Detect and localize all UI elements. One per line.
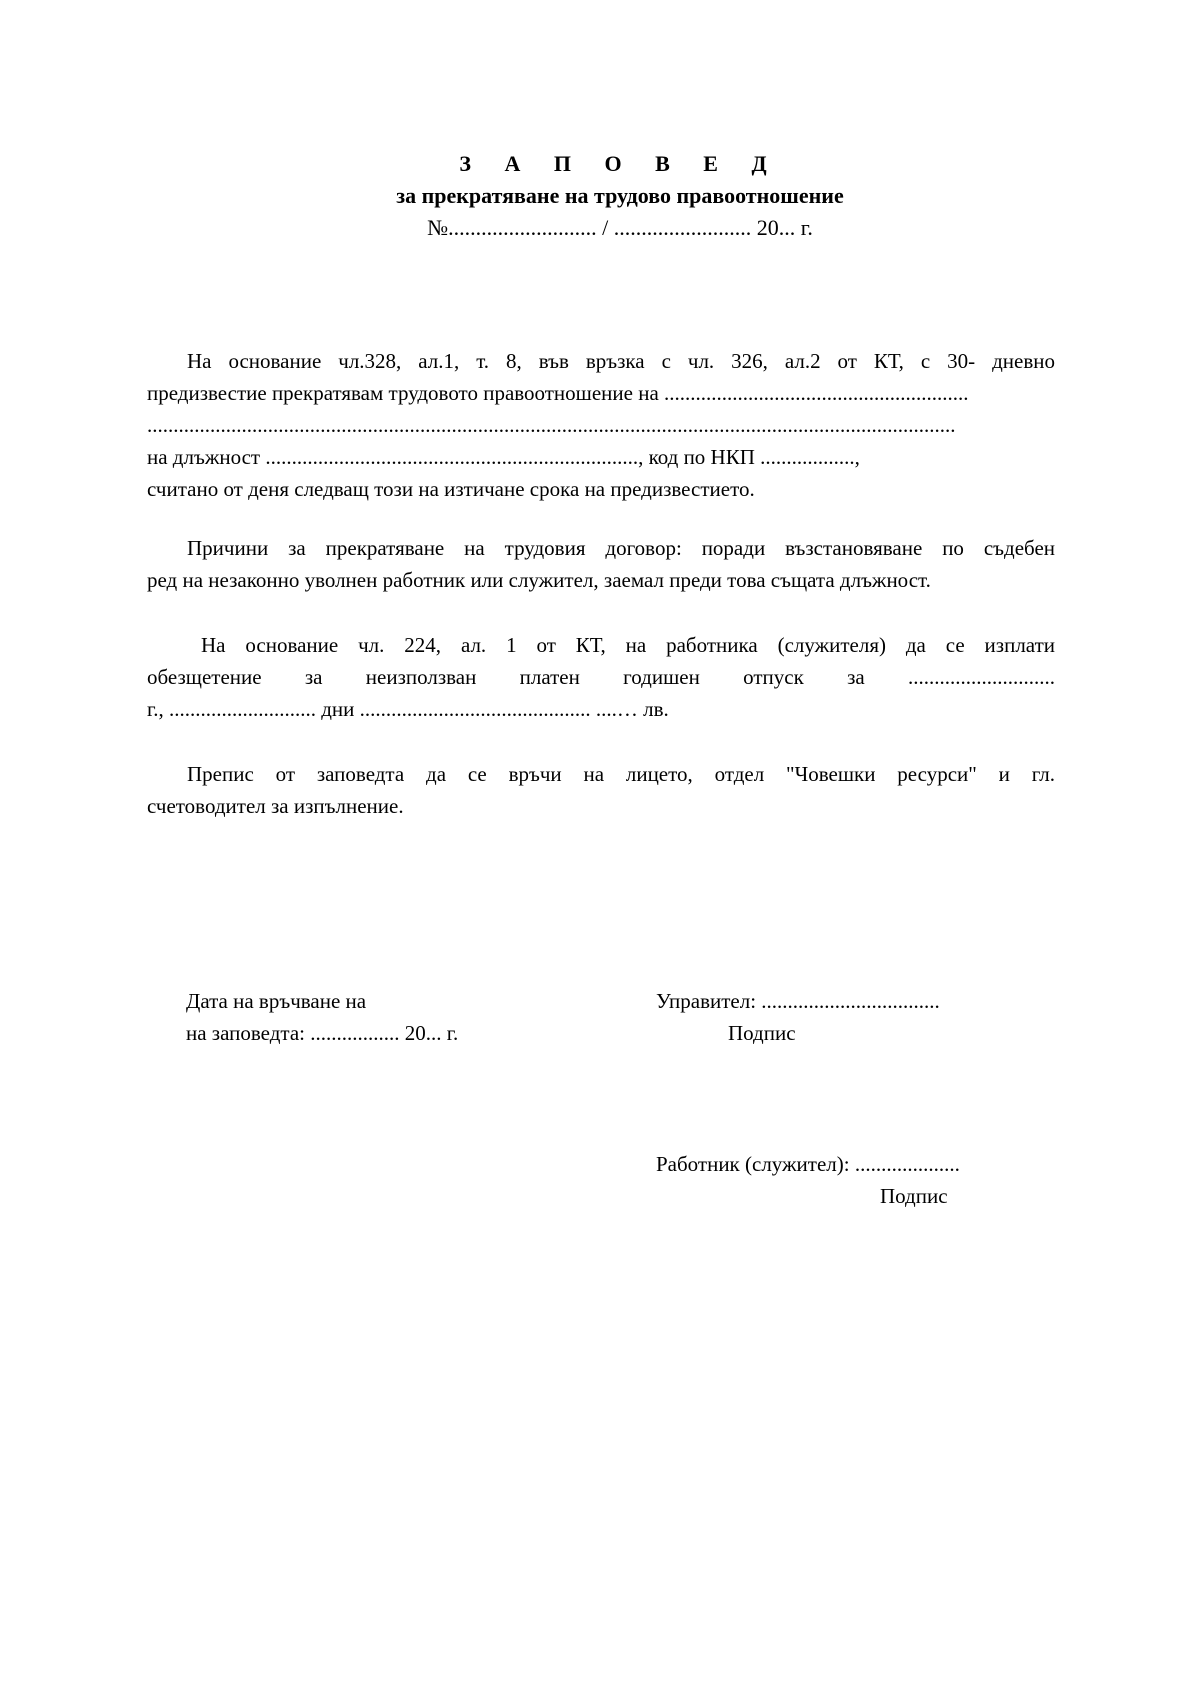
paragraph-line: На основание чл.328, ал.1, т. 8, във връзка с чл. 326, ал.2 от КТ, с 30- дневно xyxy=(187,349,1055,373)
paragraph-line: на длъжност ......................................................................., код по НКП .................., xyxy=(147,445,860,469)
paragraph-copy-delivery xyxy=(147,758,1055,822)
worker-signature-field: Работник (служител): .................... xyxy=(656,1152,960,1176)
paragraph-line: .......................................................................................................................................................... xyxy=(147,413,956,437)
paragraph-line: На основание чл. 224, ал. 1 от КТ, на работника (служителя) да се изплати xyxy=(201,633,1055,657)
paragraph-line: обезщетение за неизползван платен годишен отпуск за ............................ xyxy=(147,665,1055,689)
paragraph-line: ред на незаконно уволнен работник или служител, заемал преди това същата длъжност. xyxy=(147,568,931,592)
delivery-date-field: на заповедта: ................. 20... г. xyxy=(186,1021,459,1045)
paragraph-line: счетоводител за изпълнение. xyxy=(147,794,404,818)
worker-signature-caption: Подпис xyxy=(880,1184,948,1208)
page-title: З А П О В Е Д xyxy=(459,151,781,176)
document-header xyxy=(0,148,1200,244)
paragraph-compensation xyxy=(147,629,1055,725)
order-number-line: №........................... / ......................... 20... г. xyxy=(427,215,813,240)
manager-signature-caption: Подпис xyxy=(728,1021,796,1045)
paragraph-line: г., ............................ дни ............................................ ....… лв. xyxy=(147,697,669,721)
paragraph-termination-reasons xyxy=(147,532,1055,596)
page-subtitle: за прекратяване на трудово правоотношение xyxy=(396,183,844,208)
paragraph-line: Препис от заповедта да се връчи на лицето, отдел "Човешки ресурси" и гл. xyxy=(187,762,1055,786)
paragraph-line: считано от деня следващ този на изтичане срока на предизвестието. xyxy=(147,477,755,501)
delivery-date-label: Дата на връчване на xyxy=(186,989,367,1013)
paragraph-line: предизвестие прекратявам трудовото правоотношение на .......................................................... xyxy=(147,381,969,405)
paragraph-line: Причини за прекратяване на трудовия договор: поради възстановяване по съдебен xyxy=(187,536,1055,560)
paragraph-termination-basis xyxy=(147,345,1055,505)
manager-signature-field: Управител: .................................. xyxy=(656,989,940,1013)
